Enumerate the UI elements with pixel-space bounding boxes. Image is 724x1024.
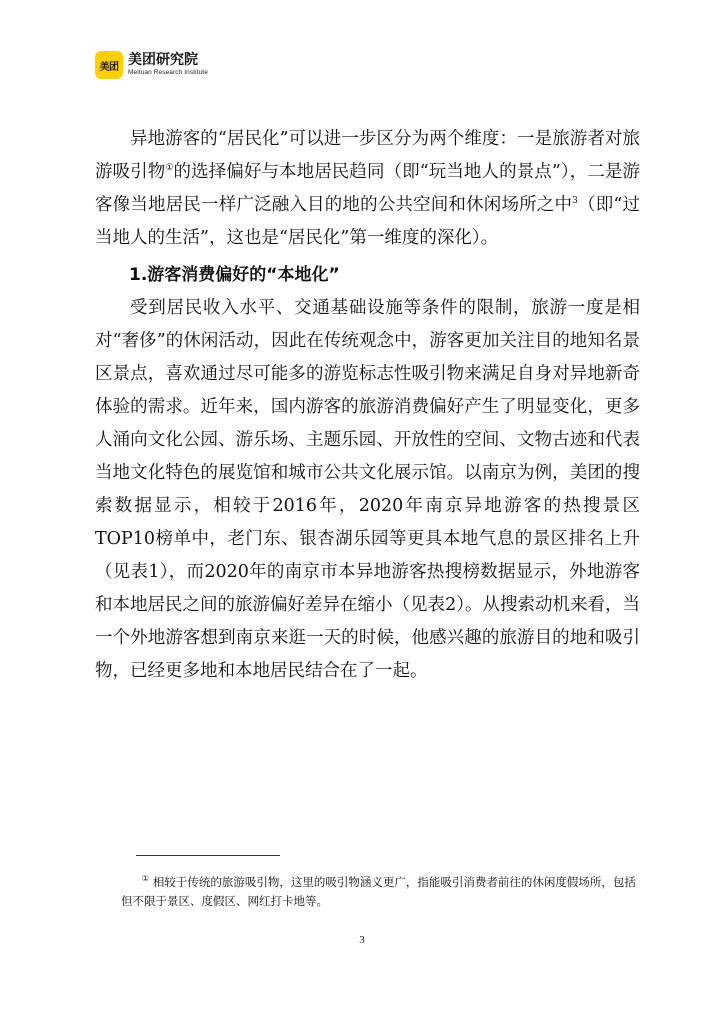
org-name-en: Meituan Research Institute [128, 69, 208, 77]
document-body [95, 123, 640, 688]
footnote-marker: ① [165, 163, 174, 174]
page-header [95, 50, 208, 80]
footnote-mark: ① [141, 874, 149, 883]
section-heading: 1.游客消费偏好的“本地化” [129, 265, 340, 285]
paragraph-1-part-b: 的选择偏好与本地居民趋同（即“玩当地人的景点”），二是游客像当地居民一样广泛融入目的地的公共空间和休闲场所之中 [95, 162, 640, 215]
paragraph-1 [95, 123, 640, 255]
org-name-block [128, 53, 208, 77]
org-name-cn: 美团研究院 [128, 52, 198, 69]
paragraph-2: 受到居民收入水平、交通基础设施等条件的限制，旅游一度是相对“奢侈”的休闲活动，因此在传统观念中，游客更加关注目的地知名景区景点，喜欢通过尽可能多的游览标志性吸引物来满足自身对异地新奇体验的需求。近年来，国内游客的旅游消费偏好产生了明显变化，更多人涌向文化公园、游乐场、主题乐园、开放性的空间、文物古迹和代表当地文化特色的展览馆和城市公共文化展示馆。以南京为例，美团的搜索数据显示，相较于2016年，2020年南京异地游客的热搜景区TOP10榜单中，老门东、银杏湖乐园等更具本地气息的景区排名上升（见表1），而2020年的南京市本异地游客热搜榜数据显示，外地游客和本地居民之间的旅游偏好差异在缩小（见表2）。从搜索动机来看，当一个外地游客想到南京来逛一天的时候，他感兴趣的旅游目的地和吸引物，已经更多地和本地居民结合在了一起。 [95, 298, 640, 681]
footnote-text: 相较于传统的旅游吸引物，这里的吸引物涵义更广，指能吸引消费者前往的休闲度假场所，包括但不限于景区、度假区、网红打卡地等。 [121, 874, 636, 908]
meituan-logo-icon [95, 51, 123, 79]
page-number: 3 [359, 934, 365, 946]
footnote [121, 869, 639, 911]
paragraph-1-part-a: 异地游客的“居民化”可以进一步区分为两个维度：一是旅游者对旅游吸引物 [95, 129, 640, 182]
paragraph-1-part-c: （即“过当地人的生活”，这也是“居民化”第一维度的深化）。 [95, 195, 640, 248]
reference-marker: 3 [572, 196, 578, 207]
footnote-divider [136, 855, 280, 856]
logo-mark-text: 美团 [99, 61, 119, 73]
